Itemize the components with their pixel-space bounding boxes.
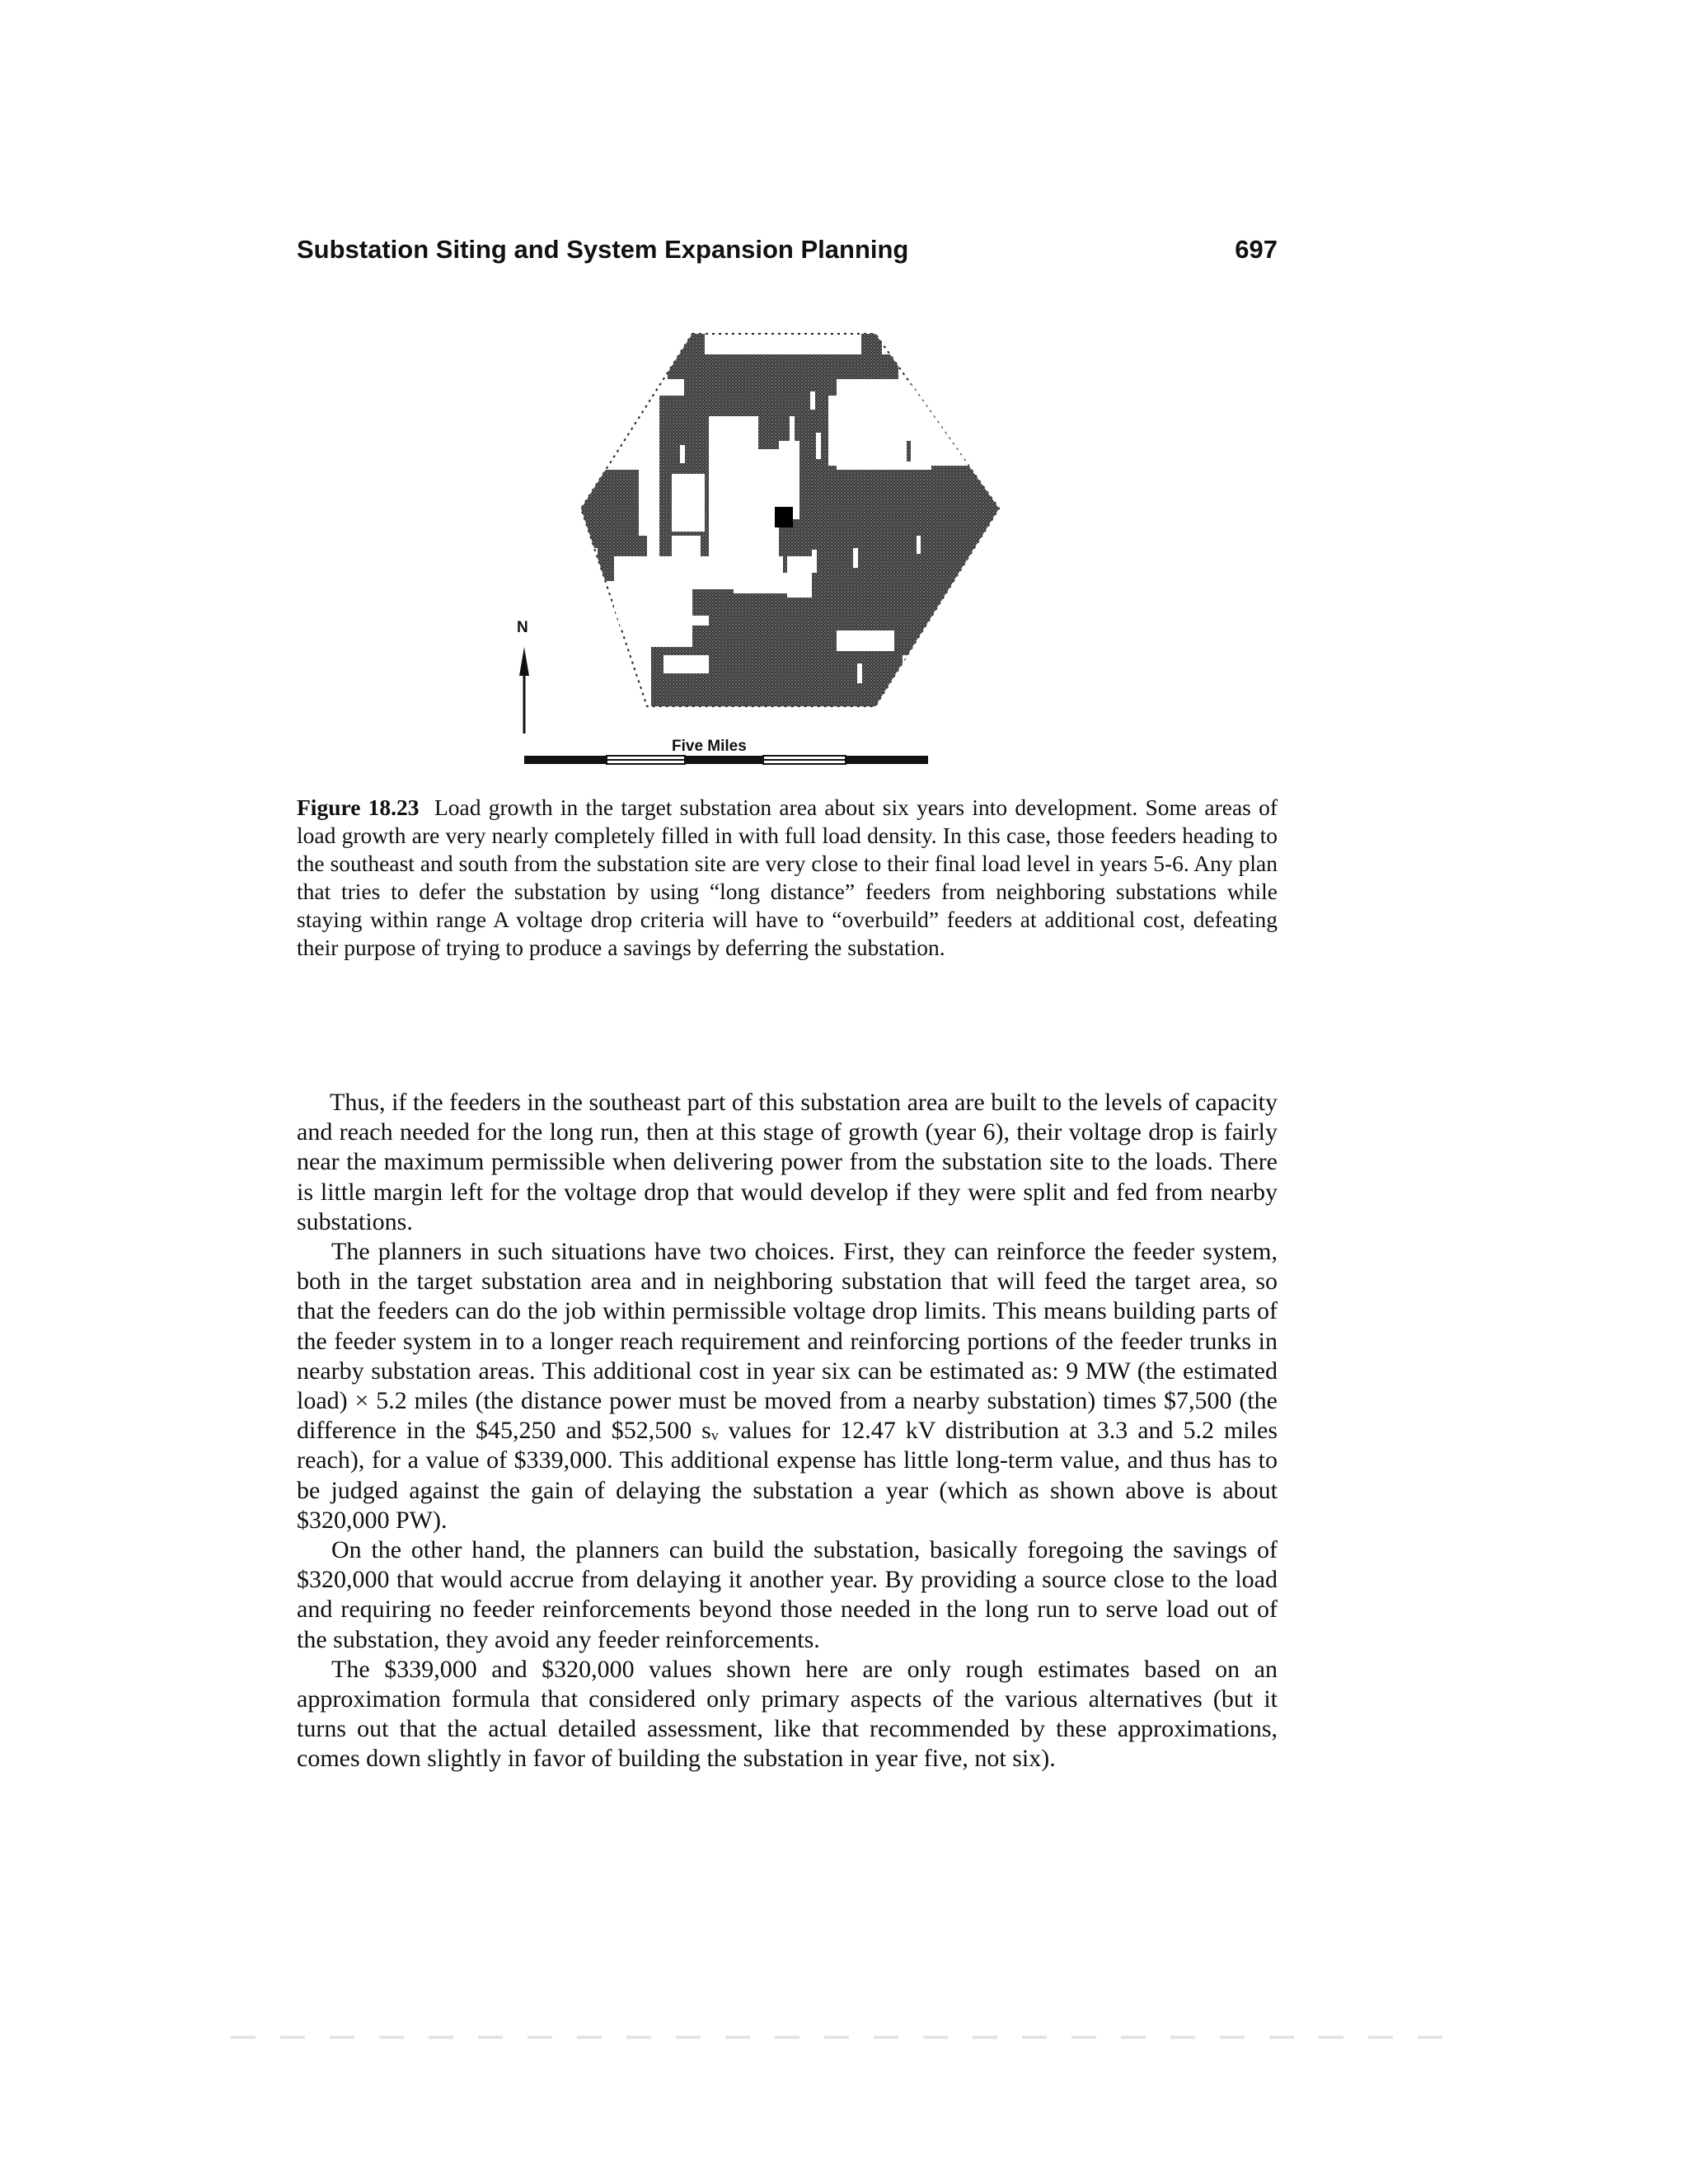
section-title: Substation Siting and System Expansion Planning [297,235,909,264]
north-arrow-icon [519,647,529,733]
paragraph: The $339,000 and $320,000 values shown here are only rough estimates based on an approximation formula that considered only primary aspects of the various alternatives (but it turns out that the actual detailed assessment, like that recommended by these approximations, comes down slightly in favor of building the substation in year five, not six). [297,1655,1278,1773]
figure-caption [297,794,1278,962]
load-growth-areas [573,334,1014,713]
scan-artifact [231,2036,1451,2039]
load-growth-map-figure [462,317,1039,795]
running-head [297,235,1278,265]
substation-site-marker [775,507,793,527]
paragraph: On the other hand, the planners can build the substation, basically foregoing the savings of $320,000 that would accrue from delaying it another year. By providing a source close to the load and requiring no feeder reinforcements beyond those needed in the long run to serve load out of the substation, they avoid any feeder reinforcements. [297,1536,1278,1653]
page-number: 697 [1235,235,1278,264]
scale-label: Five Miles [672,738,747,755]
paragraph: Thus, if the feeders in the southeast part of this substation area are built to the levels of capacity and reach needed for the long run, then at this stage of growth (year 6), their voltage drop is fairly near the maximum permissible when delivering power from the substation site to the loads. There is little margin left for the voltage drop that would develop if they were split and fed from nearby substations. [297,1089,1278,1235]
scale-bar [524,756,928,764]
north-label: N [517,619,528,636]
paragraph: The planners in such situations have two choices. First, they can reinforce the feeder system, both in the target substation area and in neighboring substation that will feed the target area, so that the feeders can do the job within permissible voltage drop limits. This means building parts of the feeder system in to a longer reach requirement and reinforcing portions of the feeder trunks in nearby substation areas. This additional cost in year six can be estimated as: 9 MW (the estimated load) × 5.2 miles (the distance power must be moved from a nearby substation) times $7,500 (the difference in the $45,250 and $52,500 sᵥ values for 12.47 kV distribution at 3.3 and 5.2 miles reach), for a value of $339,000. This additional expense has little long-term value, and thus has to be judged against the gain of delaying the substation a year (which as shown above is about $320,000 PW). [297,1238,1278,1534]
load-growth-map [462,317,1039,795]
body-text [297,1088,1278,1774]
figure-caption-text: Load growth in the target substation area about six years into development. Some areas of load growth are very nearly completely filled in with full load density. In this case, those feeders heading to the southeast and south from the substation site are very close to their final load level in years 5-6. Any plan that tries to defer the substation by using “long distance” feeders from neighboring substations while staying within range A voltage drop criteria will have to “overbuild” feeders at additional cost, defeating their purpose of trying to produce a savings by deferring the substation. [297,794,1278,960]
figure-caption-label: Figure 18.23 [297,794,420,820]
